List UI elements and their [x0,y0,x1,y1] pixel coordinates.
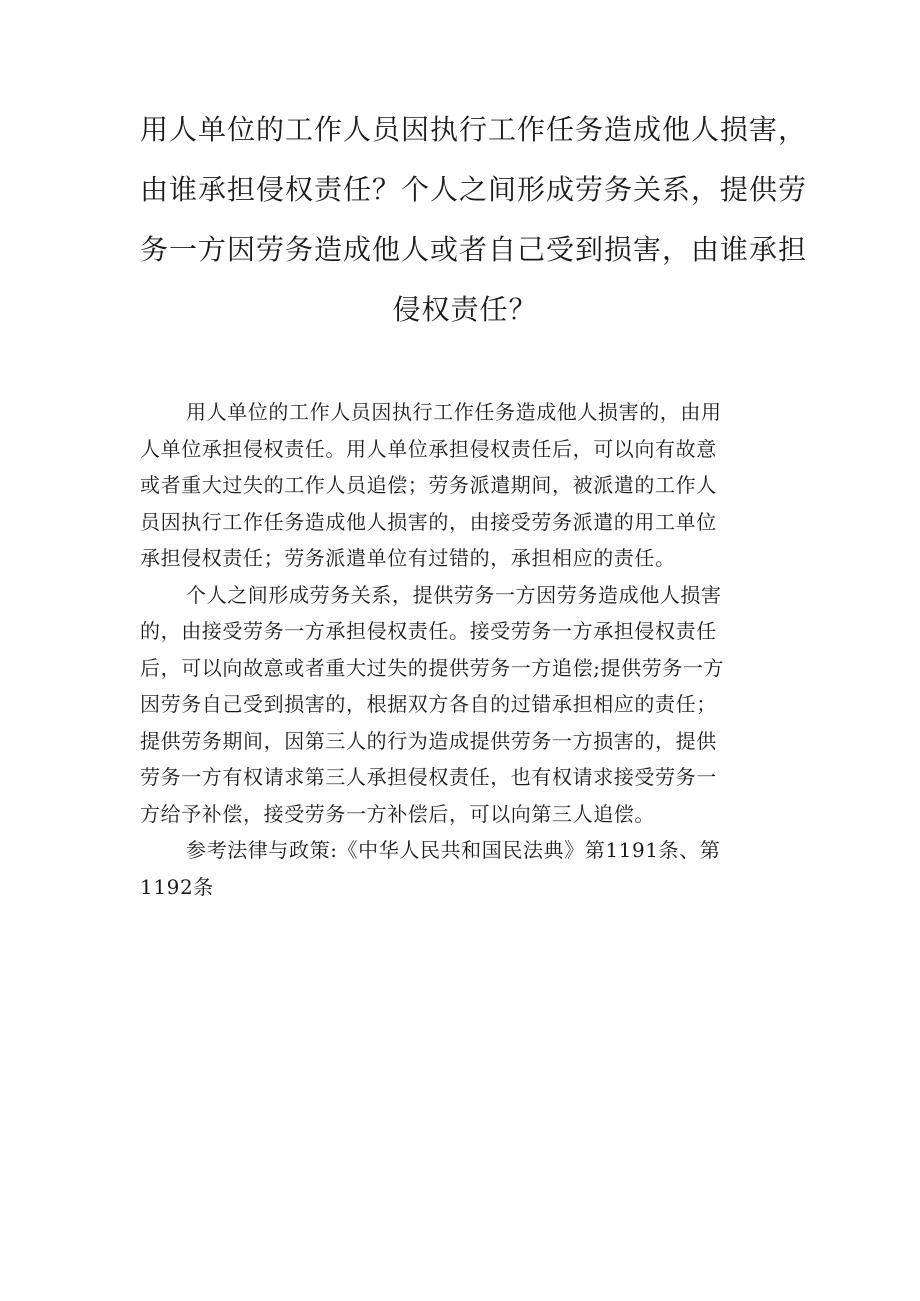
title-line: 侵权责任？ [392,293,538,326]
paragraph-line: 员因执行工作任务造成他人损害的，由接受劳务派遣的用工单位 [140,509,717,534]
title-line: 用人单位的工作人员因执行工作任务造成他人损害， [140,113,808,146]
paragraph-line: 或者重大过失的工作人员追偿；劳务派遣期间，被派遣的工作人 [140,473,717,497]
paragraph-line: 参考法律与政策:《中华人民共和国民法典》第1191条、第 [186,838,721,862]
paragraph-labor-relationship [140,577,790,833]
paragraph-line: 承担侵权责任；劳务派遣单位有过错的，承担相应的责任。 [140,546,676,570]
title-line: 务一方因劳务造成他人或者自己受到损害，由谁承担 [140,233,808,266]
paragraph-legal-reference [140,832,790,905]
title-line: 由谁承担侵权责任？个人之间形成劳务关系，提供劳 [140,173,808,206]
document-page [140,100,808,905]
document-title [140,100,808,340]
paragraph-line: 的，由接受劳务一方承担侵权责任。接受劳务一方承担侵权责任 [140,619,717,643]
paragraph-line: 劳务一方有权请求第三人承担侵权责任，也有权请求接受劳务一 [140,765,717,789]
paragraph-line: 个人之间形成劳务关系，提供劳务一方因劳务造成他人损害 [186,582,722,607]
paragraph-line: 用人单位的工作人员因执行工作任务造成他人损害的，由用 [186,400,722,424]
paragraph-line: 1192条 [140,874,214,899]
document-body [140,394,790,905]
paragraph-line: 提供劳务期间，因第三人的行为造成提供劳务一方损害的，提供 [140,728,717,753]
paragraph-employer-liability [140,394,790,577]
paragraph-line: 人单位承担侵权责任。用人单位承担侵权责任后，可以向有故意 [140,436,717,461]
paragraph-line: 因劳务自己受到损害的，根据双方各自的过错承担相应的责任； [140,692,717,716]
paragraph-line: 后，可以向故意或者重大过失的提供劳务一方追偿;提供劳务一方 [140,655,725,680]
paragraph-line: 方给予补偿，接受劳务一方补偿后，可以向第三人追偿。 [140,801,655,826]
